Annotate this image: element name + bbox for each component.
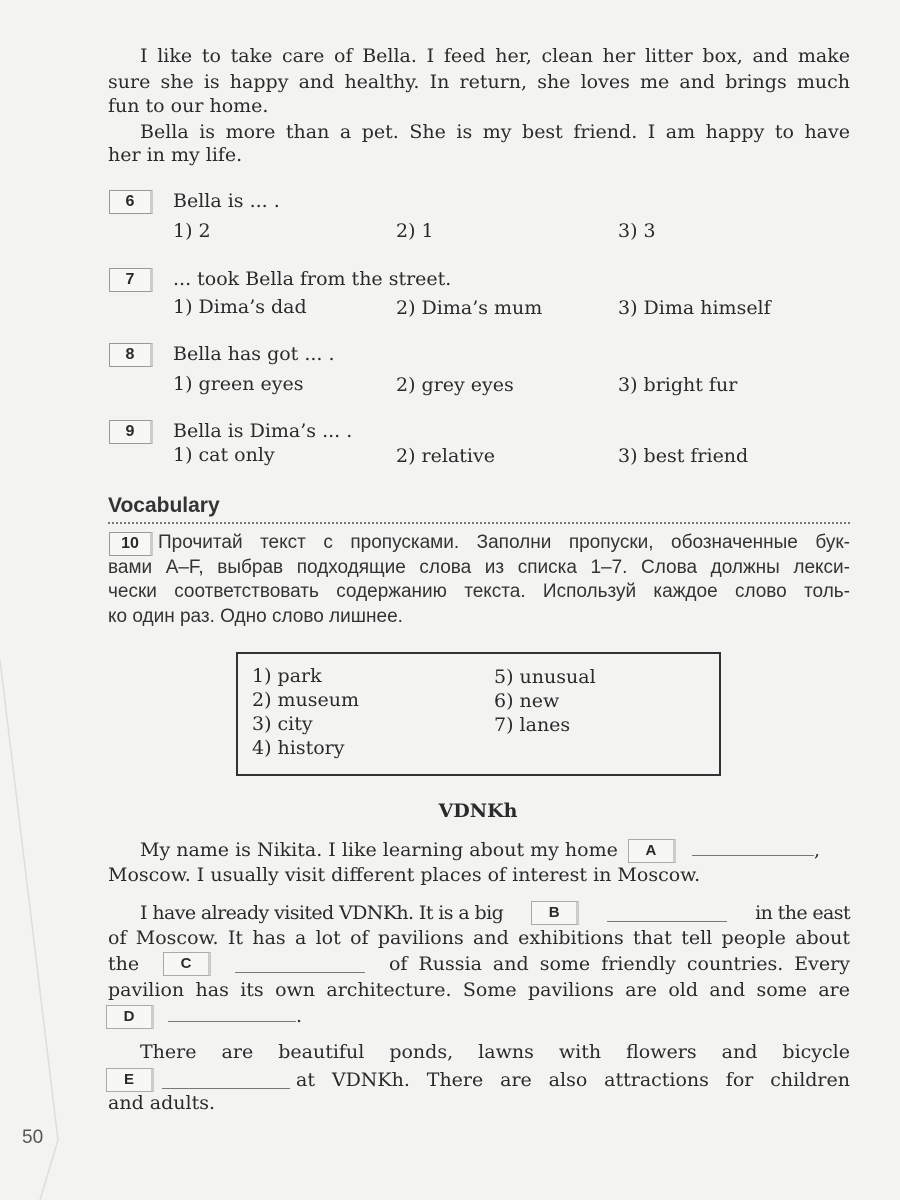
text-segment: . — [296, 1005, 303, 1027]
instruction-line: Прочитай текст с пропусками. Заполни пропуски, обозначенные бук- — [158, 532, 850, 553]
text-line: fun to our home. — [108, 95, 269, 117]
text-line — [108, 1004, 850, 1029]
word-option: 5) unusual — [494, 666, 596, 688]
question-number: 7 — [109, 268, 153, 292]
blank-d[interactable] — [168, 1005, 296, 1022]
text-segment: of Russia and some friendly countries. Every — [388, 953, 850, 975]
dotted-divider — [108, 522, 850, 524]
question-number: 8 — [109, 343, 153, 367]
text-line: I like to take care of Bella. I feed her, clean her litter box, and make — [140, 45, 850, 67]
option-1[interactable]: 1) cat only — [173, 444, 275, 466]
blank-c[interactable] — [235, 956, 365, 973]
blank-a[interactable] — [692, 839, 814, 856]
question-stem: Bella is ... . — [173, 190, 280, 212]
gap-label-d: D — [106, 1005, 154, 1029]
gap-label-e: E — [106, 1068, 154, 1092]
text-line: of Moscow. It has a lot of pavilions and exhibitions that tell people about — [108, 927, 850, 949]
gap-label-b: B — [531, 901, 579, 925]
task-instructions — [108, 531, 850, 629]
gap-label-c: C — [163, 952, 211, 976]
text-line — [108, 952, 850, 976]
option-1[interactable]: 1) green eyes — [173, 373, 304, 395]
gap-label-a: A — [628, 839, 676, 863]
text-segment: at VDNKh. There are also attractions for children — [296, 1069, 850, 1091]
word-option: 4) history — [252, 737, 345, 759]
question-number: 6 — [109, 190, 153, 214]
instruction-line: чески соответствовать содержанию текста. Используй каждое слово толь- — [108, 581, 850, 602]
text-segment: , — [813, 839, 820, 861]
text-segment: the — [108, 953, 140, 975]
question-stem: Bella is Dima’s ... . — [173, 420, 353, 442]
text-line: her in my life. — [108, 144, 243, 166]
word-list-box — [236, 652, 721, 776]
text-line: sure she is happy and healthy. In return, she loves me and brings much — [108, 71, 850, 93]
instruction-line: вами A–F, выбрав подходящие слова из списка 1–7. Слова должны лекси- — [108, 556, 850, 578]
page-number: 50 — [22, 1127, 44, 1148]
text-segment: in the east — [755, 902, 850, 924]
option-1[interactable]: 1) 2 — [173, 220, 211, 242]
text-line: Bella is more than a pet. She is my best friend. I am happy to have — [140, 121, 850, 143]
option-2[interactable]: 2) grey eyes — [396, 374, 514, 396]
question-number: 9 — [109, 420, 153, 444]
section-heading: Vocabulary — [108, 494, 220, 517]
option-2[interactable]: 2) 1 — [396, 220, 434, 242]
option-3[interactable]: 3) 3 — [618, 220, 656, 242]
option-3[interactable]: 3) bright fur — [618, 374, 738, 396]
task-number: 10 — [109, 532, 153, 556]
instruction-line: ко один раз. Одно слово лишнее. — [108, 605, 403, 627]
blank-e[interactable] — [162, 1072, 290, 1089]
option-1[interactable]: 1) Dima’s dad — [173, 296, 307, 318]
option-2[interactable]: 2) Dima’s mum — [396, 297, 543, 319]
word-option: 2) museum — [252, 689, 360, 711]
word-option: 6) new — [494, 690, 560, 712]
page-edge-decoration — [0, 0, 70, 1200]
text-line — [108, 1068, 850, 1092]
question-stem: ... took Bella from the street. — [173, 268, 452, 290]
text-line — [140, 901, 850, 925]
text-line: pavilion has its own architecture. Some pavilions are old and some are — [108, 979, 850, 1001]
option-2[interactable]: 2) relative — [396, 445, 495, 467]
text-line: Moscow. I usually visit different places of interest in Moscow. — [108, 864, 701, 886]
option-3[interactable]: 3) Dima himself — [618, 297, 771, 319]
word-option: 7) lanes — [494, 714, 571, 736]
blank-b[interactable] — [607, 905, 727, 922]
option-3[interactable]: 3) best friend — [618, 445, 749, 467]
question-stem: Bella has got ... . — [173, 343, 335, 365]
word-option: 1) park — [252, 665, 322, 687]
text-line: There are beautiful ponds, lawns with flowers and bicycle — [140, 1041, 850, 1063]
text-title: VDNKh — [438, 800, 518, 822]
text-line: and adults. — [108, 1092, 215, 1114]
text-line — [140, 838, 882, 863]
word-option: 3) city — [252, 713, 313, 735]
text-segment: My name is Nikita. I like learning about my home — [140, 839, 618, 861]
text-segment: I have already visited VDNKh. It is a big — [140, 902, 504, 924]
